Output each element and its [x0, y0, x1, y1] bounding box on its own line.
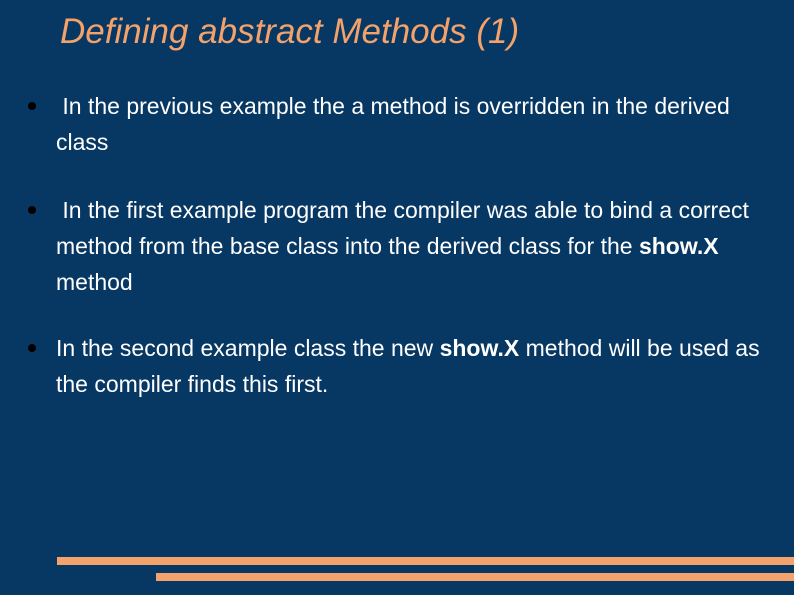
bullet-text: method	[56, 233, 726, 295]
bullet-item	[56, 88, 776, 160]
bullet-item	[56, 192, 776, 300]
bullet-dot-icon	[28, 206, 36, 214]
bullet-text: In the second example class the new	[56, 335, 440, 361]
bullet-dot-icon	[28, 344, 36, 352]
bullet-text: method will be used as the compiler finds this first.	[56, 335, 766, 397]
decorative-bar-top	[57, 557, 794, 565]
slide-title: Defining abstract Methods (1)	[60, 12, 520, 51]
bullet-text: In the previous example the a method is overridden in the derived class	[56, 93, 737, 155]
bullet-dot-icon	[28, 102, 36, 110]
code-term: show.X	[439, 335, 520, 361]
decorative-bar-bottom	[156, 573, 794, 581]
code-term: show.X	[638, 233, 719, 259]
bullet-item	[56, 330, 776, 402]
bullet-text: In the first example program the compiler was able to bind a correct method from the base class into the derived class for the	[56, 197, 756, 259]
